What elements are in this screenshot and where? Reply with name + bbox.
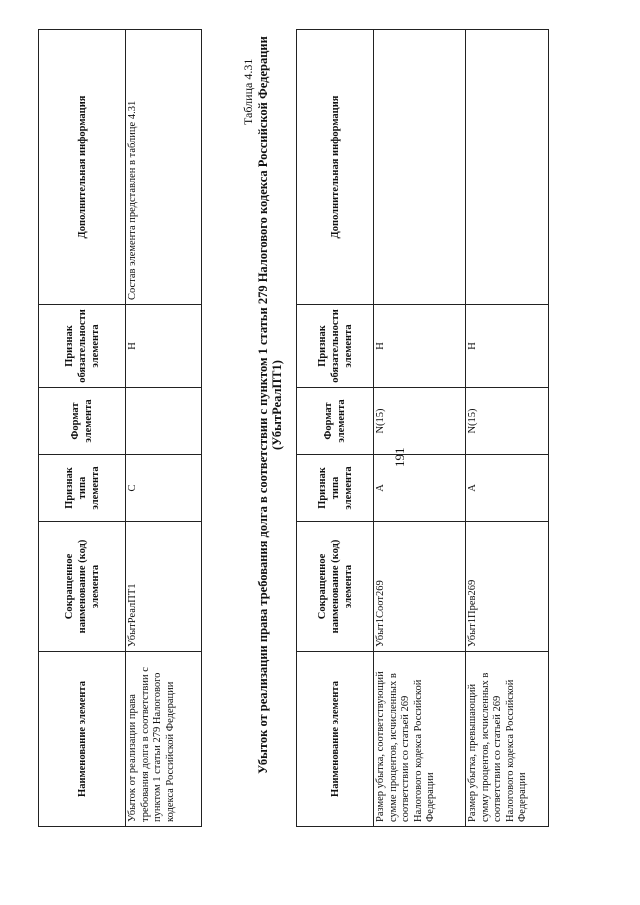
col-header-format: Формат элемента [39, 388, 126, 455]
col-header-info: Дополнительная информация [297, 30, 374, 305]
page-number: 191 [392, 447, 407, 467]
col-header-required: Признак обязательности элемента [297, 305, 374, 388]
elements-table-bottom [296, 29, 549, 827]
table-title: Убыток от реализации права требования долга в соответствии с пунктом 1 статьи 279 Налогового кодекса Российской Федерации (УбытРеалПТ1) [256, 36, 284, 774]
cell-info [374, 30, 466, 305]
col-header-code: Сокращенное наименование (код) элемента [297, 522, 374, 652]
col-header-name: Наименование элемента [39, 652, 126, 827]
cell-required: Н [466, 305, 549, 388]
cell-code: Убыт1Соот269 [374, 522, 466, 652]
cell-format: N(15) [374, 388, 466, 455]
cell-required: Н [374, 305, 466, 388]
col-header-code: Сокращенное наименование (код) элемента [39, 522, 126, 652]
cell-name: Убыток от реализации права требования долга в соответствии с пунктом 1 статьи 279 Налогового кодекса Российской Федерации [126, 652, 202, 827]
table-row [374, 30, 466, 827]
cell-format: N(15) [466, 388, 549, 455]
cell-format [126, 388, 202, 455]
col-header-type: Признак типа элемента [297, 455, 374, 522]
cell-info: Состав элемента представлен в таблице 4.31 [126, 30, 202, 305]
cell-info [466, 30, 549, 305]
cell-name: Размер убытка, превышающий сумму процентов, исчисленных в соответствии со статьей 269 Налогового кодекса Российской Федерации [466, 652, 549, 827]
col-header-type: Признак типа элемента [39, 455, 126, 522]
col-header-format: Формат элемента [297, 388, 374, 455]
cell-type: А [374, 455, 466, 522]
cell-code: Убыт1Прев269 [466, 522, 549, 652]
elements-table-top [38, 29, 202, 827]
table-row [466, 30, 549, 827]
table-row [126, 30, 202, 827]
cell-name: Размер убытка, соответствующий сумме процентов, исчисленных в соответствии со статьей 269 Налогового кодекса Российской Федерации [374, 652, 466, 827]
table-header-row [39, 30, 126, 827]
table-number: Таблица 4.31 [241, 58, 255, 125]
cell-type: С [126, 455, 202, 522]
cell-type: А [466, 455, 549, 522]
cell-required: Н [126, 305, 202, 388]
col-header-required: Признак обязательности элемента [39, 305, 126, 388]
col-header-info: Дополнительная информация [39, 30, 126, 305]
col-header-name: Наименование элемента [297, 652, 374, 827]
table-header-row [297, 30, 374, 827]
cell-code: УбытРеалПТ1 [126, 522, 202, 652]
